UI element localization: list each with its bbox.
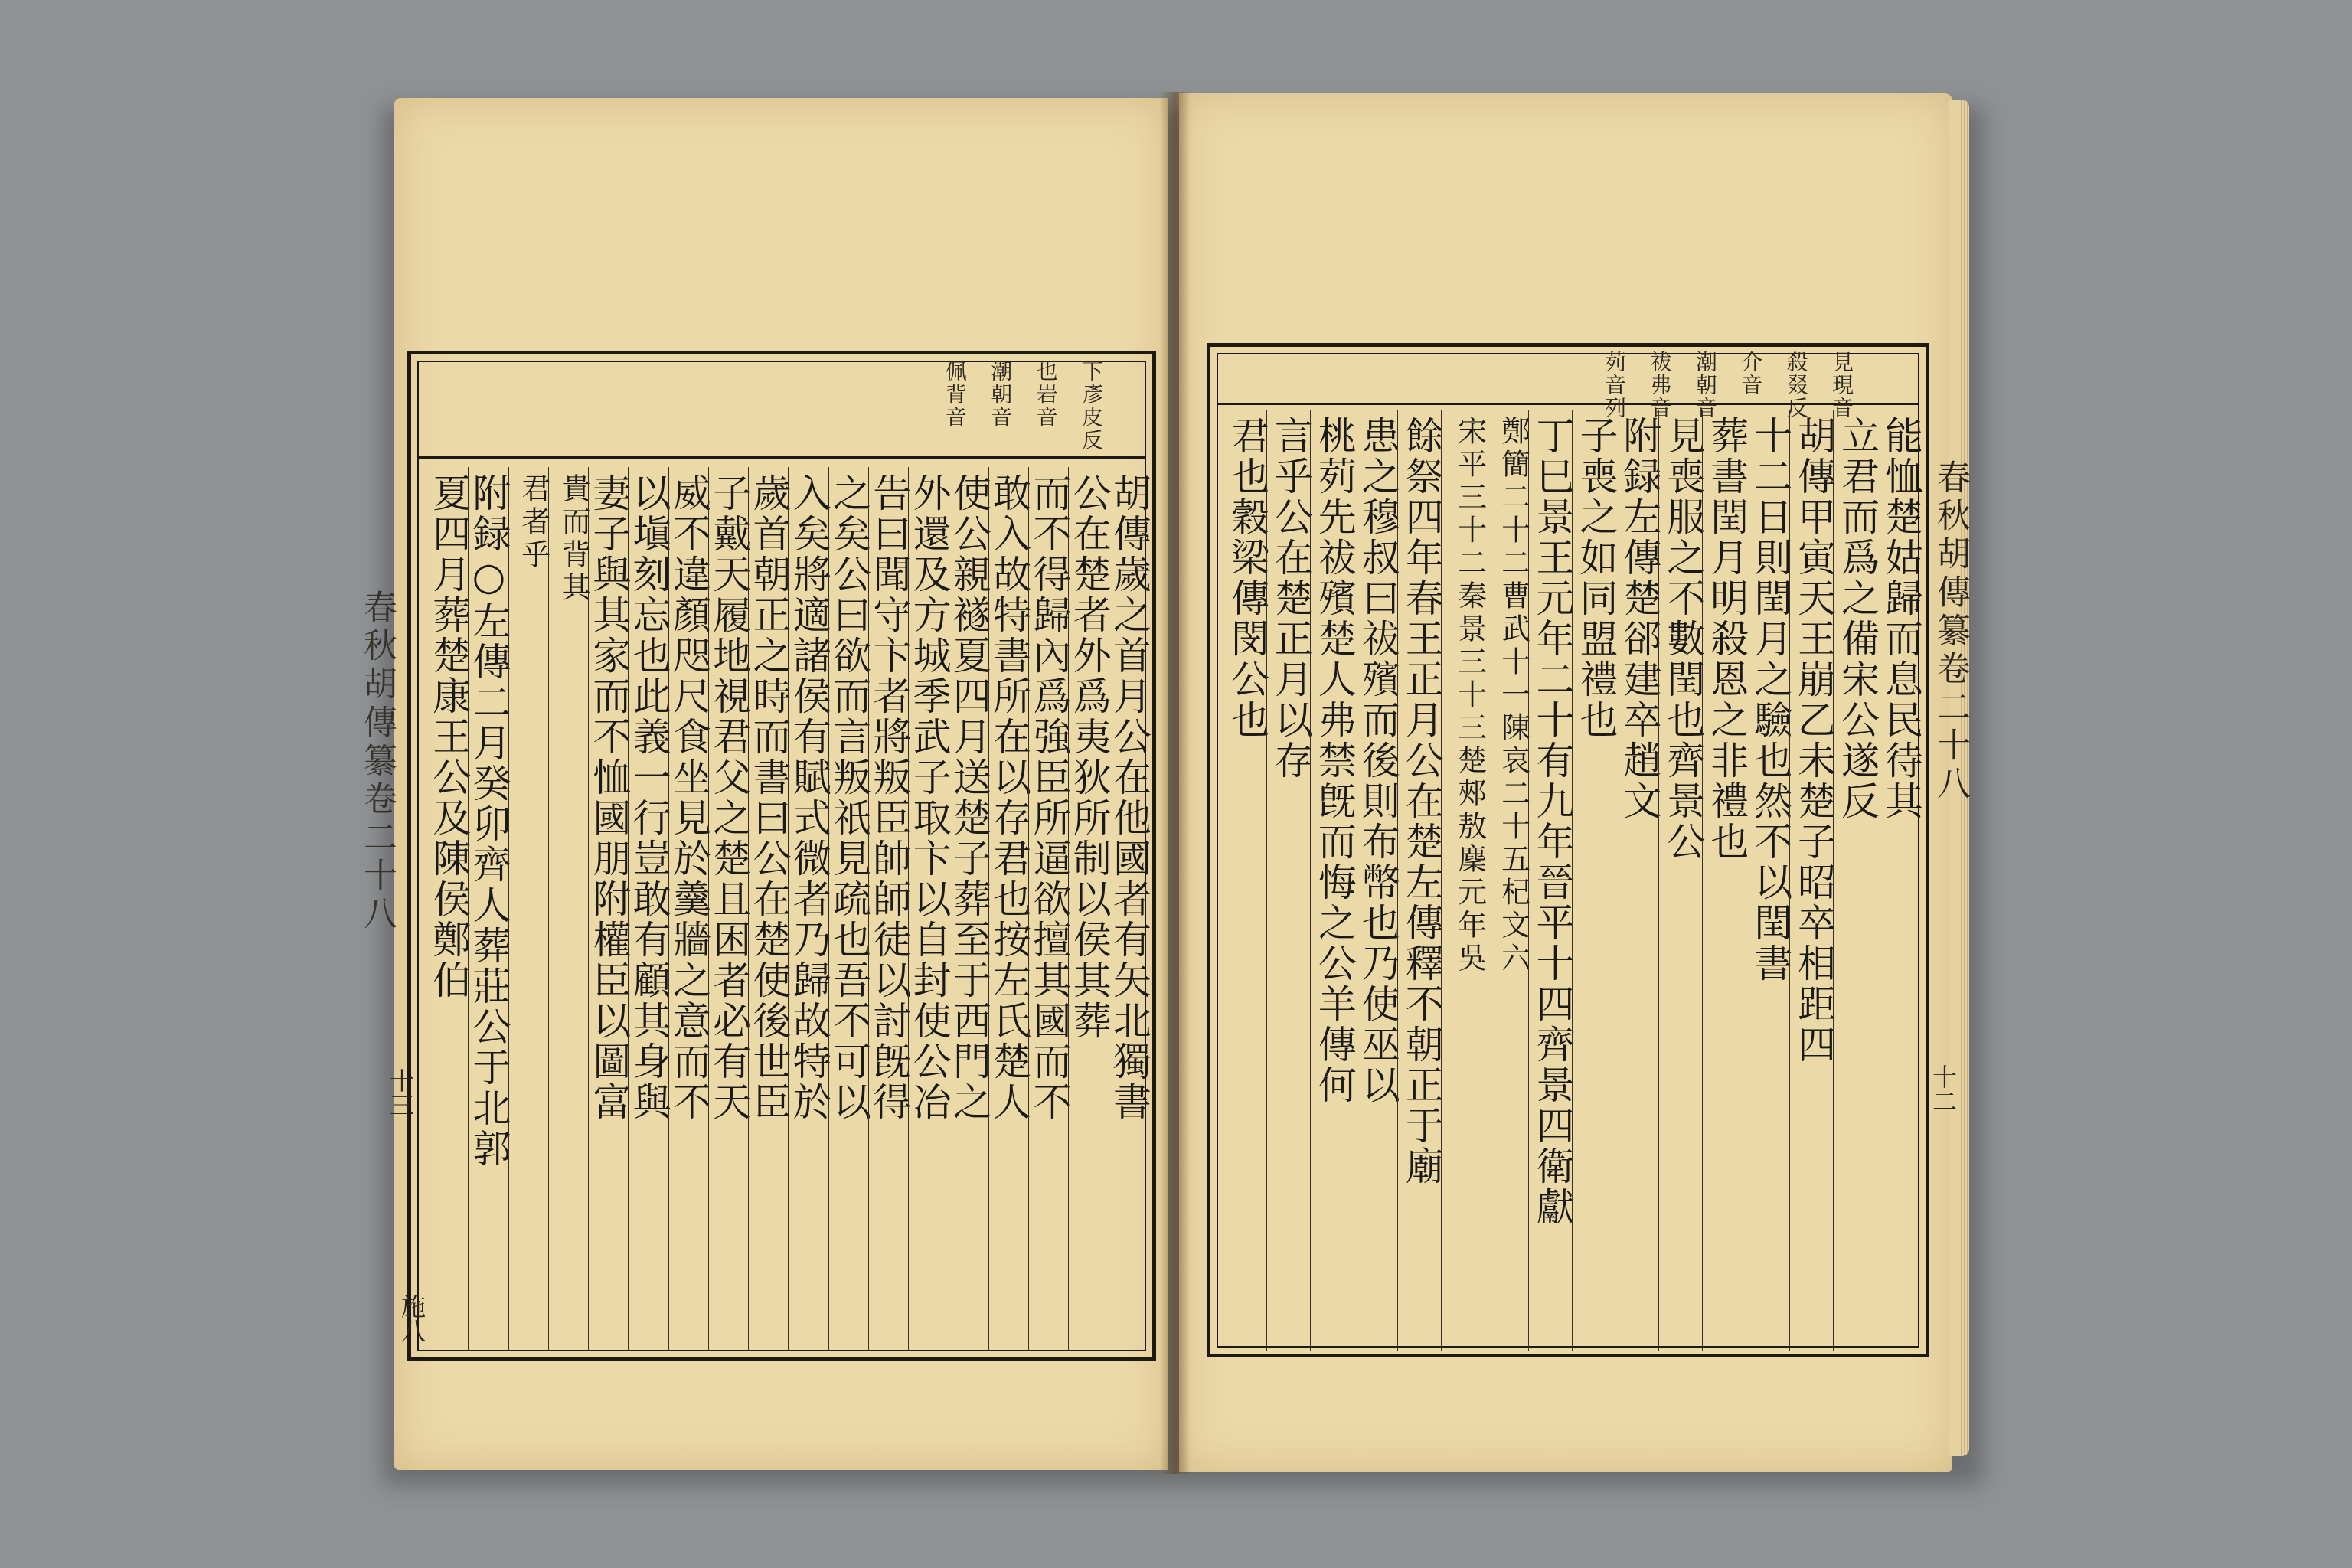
- annotation-note: 祓弗音: [1647, 351, 1673, 420]
- text-column: 子喪之如同盟禮也: [1572, 410, 1615, 1351]
- text-column: 夏四月葬楚康王公及陳侯鄭伯: [426, 473, 472, 1001]
- annotation-note: 見現音: [1829, 351, 1854, 420]
- annotation-note: 殺叕反: [1783, 351, 1809, 420]
- text-column: 外還及方城季武子取卞以自封使公冶: [908, 467, 948, 1351]
- text-column: 貴而背其: [548, 467, 588, 1351]
- text-column: 見喪服之不數閏也齊景公: [1658, 410, 1702, 1351]
- text-column: 患之穆叔曰祓殯而後則布幣也乃使巫以: [1354, 410, 1397, 1351]
- left-text-columns: [426, 467, 1152, 1351]
- text-column: 立君而爲之備宋公遂反: [1833, 410, 1877, 1351]
- text-column: 胡傳甲寅天王崩乙未楚子昭卒相距四: [1789, 410, 1833, 1351]
- left-spine-title: 春秋胡傳纂卷二十八: [358, 590, 397, 934]
- text-column: 君者乎: [508, 467, 548, 1351]
- text-column: 歲首朝正之時而書曰公在楚使後世臣: [748, 467, 788, 1351]
- text-column: 十二日則閏月之驗也然不以閏書: [1746, 410, 1789, 1351]
- text-column: 能恤楚姑歸而息民待其: [1877, 410, 1920, 1351]
- left-header-notes: [505, 360, 1133, 452]
- text-column: 而不得歸內爲強臣所逼欲擅其國而不: [1028, 467, 1068, 1351]
- text-column: 宋平三十二秦景三十三楚郟敖麇元年吳: [1441, 410, 1485, 1351]
- annotation-note: 潮朝音: [1692, 351, 1718, 420]
- text-column: 附録○左傳二月癸卯齊人葬莊公于北郭: [468, 467, 508, 1351]
- text-column: 敢入故特書所在以存君也按左氏楚人: [988, 467, 1028, 1351]
- annotation-note: 茢音列: [1602, 351, 1628, 420]
- text-column: 子戴天履地視君父之楚且困者必有天: [708, 467, 748, 1351]
- left-folio-label: 施八: [397, 1294, 426, 1343]
- text-column: 附録左傳楚郤建卒趙文: [1615, 410, 1658, 1351]
- text-column: 以塡刻忘也此義一行豈敢有顧其身與: [628, 467, 668, 1351]
- annotation-note: 也岩音: [1033, 360, 1059, 429]
- text-column: 言乎公在楚正月以存: [1266, 410, 1310, 1351]
- right-page-number: 十二: [1929, 1064, 1958, 1113]
- annotation-note: 潮朝音: [988, 360, 1014, 429]
- annotation-note: 下彥皮反: [1079, 360, 1104, 452]
- annotation-note: 佩背音: [942, 360, 968, 429]
- text-column: 公在楚者外爲夷狄所制以侯其葬: [1068, 467, 1108, 1351]
- book-gutter: [1160, 92, 1191, 1474]
- text-column: 桃茢先祓殯楚人弗禁旣而悔之公羊傳何: [1310, 410, 1354, 1351]
- text-column: 使公親襚夏四月送楚子葬至于西門之: [949, 467, 988, 1351]
- text-column: 葬書閏月明殺恩之非禮也: [1702, 410, 1746, 1351]
- text-column: 之矣公曰欲而言叛祇見疏也吾不可以: [828, 467, 868, 1351]
- annotation-note: 介音: [1738, 351, 1764, 397]
- text-column: 告曰聞守卞者將叛臣帥師徒以討旣得: [868, 467, 908, 1351]
- text-column: 胡傳歲之首月公在他國者有矢北獨書: [1109, 467, 1148, 1351]
- text-column: 君也穀梁傳閔公也: [1224, 416, 1269, 740]
- text-column: 妻子與其家而不恤國朋附權臣以圖富: [588, 467, 628, 1351]
- text-column: 鄭簡二十二曹武十一陳哀二十五杞文六: [1485, 410, 1528, 1351]
- left-page-number: 十三: [386, 1068, 415, 1117]
- text-column: 丁巳景王元年二十有九年晉平十四齊景四衛獻: [1528, 410, 1572, 1351]
- right-text-columns: [1223, 410, 1923, 1351]
- text-column: 入矣將適諸侯有賦式微者乃歸故特於: [788, 467, 828, 1351]
- text-column: 餘祭四年春王正月公在楚左傳釋不朝正于廟: [1397, 410, 1441, 1351]
- text-column: 威不違顏咫尺食坐見於羹牆之意而不: [668, 467, 708, 1351]
- right-spine-title: 春秋胡傳纂卷二十八: [1931, 459, 1970, 804]
- left-header-rule: [417, 456, 1146, 459]
